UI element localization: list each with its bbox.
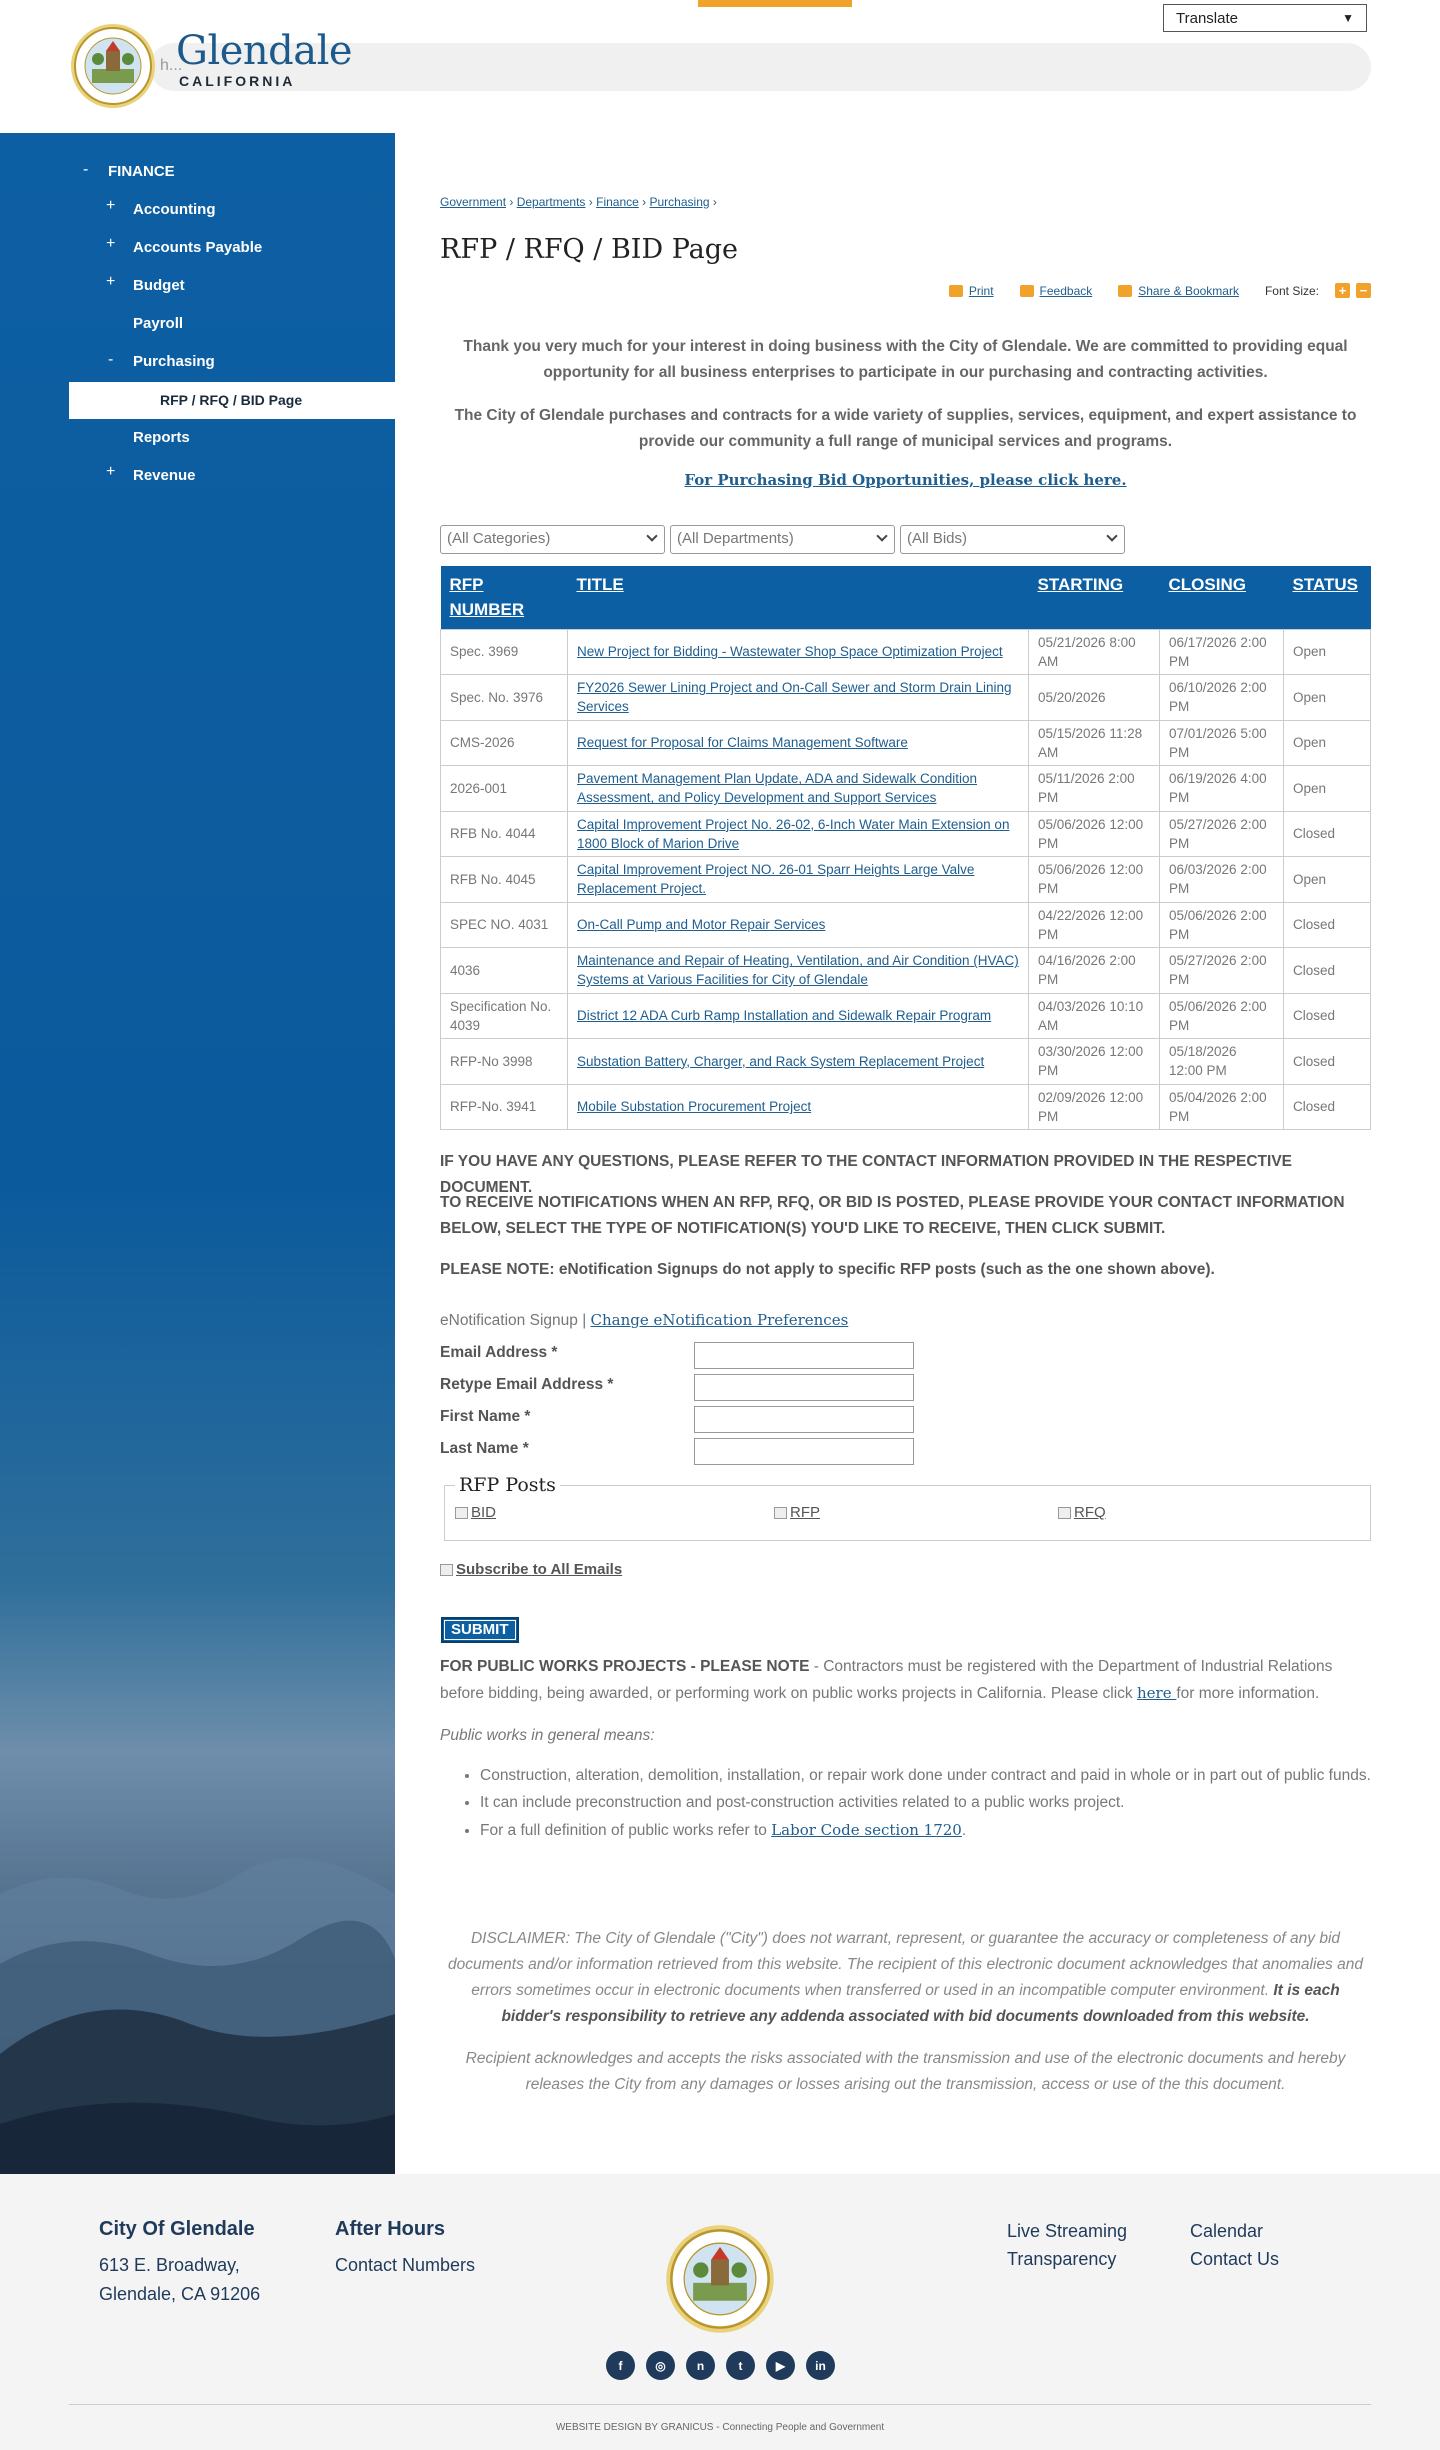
rfp-title-cell: [568, 675, 1029, 721]
sidebar-item-budget[interactable]: [106, 273, 185, 294]
checkbox-icon: [455, 1507, 468, 1519]
list-item: • It can include preconstruction and post-construction activities related to a public works project.: [480, 1790, 1371, 1816]
logo-city-name: Glendale: [176, 28, 353, 74]
facebook-icon[interactable]: f: [606, 2351, 635, 2380]
chevron-down-icon: [646, 530, 657, 541]
status-cell: Closed: [1284, 993, 1371, 1039]
footer-contact-numbers-link[interactable]: Contact Numbers: [335, 2255, 476, 2275]
bid-opportunities-link[interactable]: For Purchasing Bid Opportunities, please click here.: [684, 471, 1127, 489]
sidebar-item-label: Accounting: [133, 201, 216, 218]
nextdoor-icon[interactable]: n: [686, 2351, 715, 2380]
closing-date-cell: 05/18/2026 12:00 PM: [1160, 1039, 1284, 1085]
breadcrumb-separator: ›: [588, 195, 593, 209]
breadcrumb-separator: ›: [509, 195, 514, 209]
rfp-title-link[interactable]: Maintenance and Repair of Heating, Ventilation, and Air Condition (HVAC) Systems at Various Facilities for City of Glendale: [577, 953, 1019, 988]
sidebar-item-revenue[interactable]: [106, 463, 196, 484]
labor-code-period: .: [961, 1822, 967, 1839]
translate-select[interactable]: [1163, 4, 1367, 32]
rfp-title-cell: [568, 993, 1029, 1039]
rfp-title-cell: [568, 1084, 1029, 1130]
rfp-number-cell: RFB No. 4044: [441, 811, 568, 857]
status-cell: Closed: [1284, 1084, 1371, 1130]
department-filter-value: (All Departments): [677, 530, 794, 547]
sidebar-item-label: RFP / RFQ / BID Page: [160, 392, 303, 408]
rfp-posts-legend: RFP Posts: [455, 1474, 560, 1496]
rfp-number-cell: CMS-2026: [441, 720, 568, 766]
status-cell: Open: [1284, 720, 1371, 766]
city-seal-logo[interactable]: [70, 23, 156, 109]
sidebar-item-label: Budget: [133, 277, 185, 294]
starting-date-cell: 02/09/2026 12:00 PM: [1029, 1084, 1160, 1130]
sidebar-item-finance[interactable]: [83, 161, 175, 180]
footer-address-line-1: 613 E. Broadway,: [99, 2255, 240, 2275]
list-item: • Construction, alteration, demolition, installation, or repair work done under contract and paid in whole or in part out of public funds.: [480, 1763, 1371, 1789]
bid-filters: [440, 525, 1125, 554]
rfp-title-link[interactable]: Pavement Management Plan Update, ADA and Sidewalk Condition Assessment, and Policy Development and Support Services: [577, 771, 977, 806]
sidebar-item-reports[interactable]: [133, 429, 190, 446]
breadcrumb-separator: ›: [642, 195, 647, 209]
instagram-icon[interactable]: ◎: [646, 2351, 675, 2380]
retype-email-field[interactable]: [694, 1374, 914, 1401]
status-cell: Open: [1284, 675, 1371, 721]
notifications-notice: TO RECEIVE NOTIFICATIONS WHEN AN RFP, RFQ, OR BID IS POSTED, PLEASE PROVIDE YOUR CONTACT INFORMATION BELOW, SELECT THE TYPE OF NOTIFICATION(S) YOU'D LIKE TO RECEIVE, THEN CLICK SUBMIT.: [440, 1194, 1345, 1237]
linkedin-icon[interactable]: in: [806, 2351, 835, 2380]
table-row: [441, 902, 1371, 948]
status-cell: Closed: [1284, 902, 1371, 948]
enotification-separator: |: [582, 1312, 587, 1329]
font-size-increase-button[interactable]: +: [1335, 283, 1350, 298]
rfp-title-link[interactable]: Request for Proposal for Claims Management Software: [577, 735, 908, 751]
disclaimer-text: DISCLAIMER: The City of Glendale ("City") does not warrant, represent, or guarantee the accuracy or completeness of any bid documents and/or information retrieved from this website. The recipient of this electronic document acknowledges that anomalies and errors sometimes occur in electronic documents when transferred or used in an incompatible computer environment.: [448, 1930, 1363, 1999]
breadcrumb: [440, 195, 717, 209]
questions-notice: IF YOU HAVE ANY QUESTIONS, PLEASE REFER TO THE CONTACT INFORMATION PROVIDED IN THE RESPECTIVE DOCUMENT.: [440, 1153, 1293, 1196]
table-header-row: [441, 566, 1371, 629]
breadcrumb-separator: ›: [712, 195, 717, 209]
rfp-number-cell: Spec. No. 3976: [441, 675, 568, 721]
rfp-title-link[interactable]: Capital Improvement Project NO. 26-01 Sparr Heights Large Valve Replacement Project.: [577, 862, 975, 897]
footer-credit: WEBSITE DESIGN BY GRANICUS - Connecting People and Government: [555, 2422, 885, 2433]
bids-filter-value: (All Bids): [907, 530, 968, 547]
rfp-title-cell: [568, 720, 1029, 766]
table-row: [441, 857, 1371, 903]
rfp-checkbox-label: RFP: [790, 1504, 820, 1521]
closing-date-cell: 06/03/2026 2:00 PM: [1160, 857, 1284, 903]
starting-date-cell: 04/03/2026 10:10 AM: [1029, 993, 1160, 1039]
submit-button[interactable]: SUBMIT: [441, 1617, 519, 1643]
rfp-title-link[interactable]: Mobile Substation Procurement Project: [577, 1099, 812, 1115]
feedback-icon: [1020, 285, 1034, 297]
subscribe-all-label: Subscribe to All Emails: [456, 1561, 623, 1578]
dir-info-link[interactable]: here: [1137, 1684, 1177, 1702]
expand-icon: +: [106, 273, 116, 290]
table-row: [441, 1084, 1371, 1130]
bid-checkbox-label: BID: [471, 1504, 497, 1521]
rfp-number-cell: SPEC NO. 4031: [441, 902, 568, 948]
translate-label: Translate: [1176, 10, 1238, 27]
department-filter-select[interactable]: [670, 525, 895, 554]
expand-icon: +: [106, 463, 116, 480]
rfp-title-link[interactable]: New Project for Bidding - Wastewater Shop Space Optimization Project: [577, 644, 1003, 660]
table-row: [441, 948, 1371, 994]
disclaimer-emphasis: It is each bidder's responsibility to retrieve any addenda associated with bid documents downloaded from this website.: [501, 1982, 1340, 2025]
print-link[interactable]: Print: [968, 283, 994, 298]
chevron-down-icon: [1106, 530, 1117, 541]
youtube-icon[interactable]: ▶: [766, 2351, 795, 2380]
rfp-number-cell: Spec. 3969: [441, 629, 568, 675]
bid-checkbox[interactable]: [455, 1504, 496, 1521]
starting-date-cell: 04/16/2026 2:00 PM: [1029, 948, 1160, 994]
mountains-background: [0, 1724, 395, 2174]
closing-date-cell: 06/17/2026 2:00 PM: [1160, 629, 1284, 675]
table-row: [441, 675, 1371, 721]
status-cell: Open: [1284, 766, 1371, 812]
public-works-text: - Contractors must be registered with the Department of Industrial Relations before bidding, being awarded, or performing work on public works projects in California. Please click: [440, 1658, 1333, 1702]
rfp-number-cell: RFB No. 4045: [441, 857, 568, 903]
bids-table: [440, 566, 1371, 1130]
header-accent-tab: [698, 0, 852, 7]
rfp-title-link[interactable]: Capital Improvement Project No. 26-02, 6-Inch Water Main Extension on 1800 Block of Marion Drive: [577, 816, 1010, 851]
footer-contact-us-link[interactable]: Contact Us: [1190, 2249, 1280, 2269]
closing-date-cell: 07/01/2026 5:00 PM: [1160, 720, 1284, 766]
rfp-number-cell: RFP-No 3998: [441, 1039, 568, 1085]
share-bookmark-link[interactable]: Share & Bookmark: [1138, 283, 1239, 298]
status-cell: Open: [1284, 857, 1371, 903]
table-row: [441, 811, 1371, 857]
sidebar-nav: [0, 133, 395, 2174]
sidebar-item-label: Revenue: [133, 467, 196, 484]
table-row: [441, 766, 1371, 812]
labor-code-link[interactable]: Labor Code section 1720: [771, 1821, 962, 1839]
status-cell: Closed: [1284, 1039, 1371, 1085]
sidebar-item-label: Reports: [133, 429, 190, 446]
last-name-field[interactable]: [694, 1438, 914, 1465]
status-cell: Closed: [1284, 948, 1371, 994]
city-wordmark[interactable]: [176, 28, 353, 89]
rfp-checkbox[interactable]: [774, 1504, 820, 1521]
rfp-title-link[interactable]: Substation Battery, Charger, and Rack System Replacement Project: [577, 1053, 985, 1069]
collapse-icon: -: [108, 351, 114, 368]
category-filter-value: (All Categories): [447, 530, 551, 547]
sidebar-item-payroll[interactable]: [133, 315, 183, 332]
bid-opportunities-wrapper: [440, 471, 1371, 489]
collapse-icon: -: [83, 161, 89, 178]
disclaimer-paragraph-1: [440, 1926, 1371, 2030]
list-item: [480, 1817, 1371, 1844]
sidebar-item-label: Payroll: [133, 315, 184, 332]
column-header-status[interactable]: STATUS: [1284, 566, 1371, 629]
font-size-decrease-button[interactable]: −: [1356, 283, 1371, 298]
sidebar-item-accounts-payable[interactable]: [106, 235, 263, 256]
public-works-heading: FOR PUBLIC WORKS PROJECTS - PLEASE NOTE: [440, 1658, 810, 1675]
table-row: [441, 720, 1371, 766]
rfp-number-cell: 4036: [441, 948, 568, 994]
column-header-starting[interactable]: STARTING: [1029, 566, 1160, 629]
closing-date-cell: 05/06/2026 2:00 PM: [1160, 993, 1284, 1039]
rfp-posts-fieldset: [444, 1474, 1371, 1541]
intro-paragraph-2: The City of Glendale purchases and contracts for a wide variety of supplies, services, equipment, and expert assistance to provide our community a full range of municipal services and programs.: [454, 407, 1357, 450]
dropdown-arrow-icon: ▼: [1342, 11, 1354, 25]
public-works-general: Public works in general means:: [440, 1727, 655, 1744]
public-works-note: [440, 1654, 1371, 1707]
rfp-number-cell: RFP-No. 3941: [441, 1084, 568, 1130]
footer-live-streaming-link[interactable]: Live Streaming: [1007, 2221, 1128, 2241]
rfp-title-link[interactable]: FY2026 Sewer Lining Project and On-Call Sewer and Storm Drain Lining Services: [577, 680, 1012, 715]
closing-date-cell: 05/04/2026 2:00 PM: [1160, 1084, 1284, 1130]
disclaimer-paragraph-2: Recipient acknowledges and accepts the risks associated with the transmission and use of the electronic documents and hereby releases the City from any damages or losses arising out the transmission, access or use of the this document.: [465, 2050, 1346, 2093]
social-links: [606, 2351, 835, 2380]
rfp-title-link[interactable]: On-Call Pump and Motor Repair Services: [577, 917, 826, 933]
rfp-title-cell: [568, 629, 1029, 675]
footer-city-seal-logo: [665, 2224, 775, 2334]
rfp-title-cell: [568, 948, 1029, 994]
rfp-title-cell: [568, 1039, 1029, 1085]
enotification-header: [440, 1311, 848, 1330]
page-tools: [949, 283, 1371, 298]
share-icon: [1118, 285, 1132, 297]
status-cell: Open: [1284, 629, 1371, 675]
public-works-text-end: for more information.: [1176, 1685, 1320, 1702]
expand-icon: +: [106, 235, 116, 252]
closing-date-cell: 06/10/2026 2:00 PM: [1160, 675, 1284, 721]
checkbox-icon: [440, 1564, 453, 1576]
category-filter-select[interactable]: [440, 525, 665, 554]
starting-date-cell: 04/22/2026 12:00 PM: [1029, 902, 1160, 948]
starting-date-cell: 05/20/2026: [1029, 675, 1160, 721]
footer-transparency-link[interactable]: Transparency: [1007, 2249, 1117, 2269]
sidebar-item-label: Accounts Payable: [133, 239, 263, 256]
footer-divider: [69, 2404, 1371, 2405]
checkbox-icon: [1058, 1507, 1071, 1519]
rfq-checkbox-label: RFQ: [1074, 1504, 1106, 1521]
email-label: Email Address *: [440, 1344, 558, 1361]
first-name-label: First Name *: [440, 1408, 531, 1425]
starting-date-cell: 05/06/2026 12:00 PM: [1029, 857, 1160, 903]
bids-filter-select[interactable]: [900, 525, 1125, 554]
starting-date-cell: 05/06/2026 12:00 PM: [1029, 811, 1160, 857]
sidebar-item-label: FINANCE: [108, 163, 175, 180]
rfq-checkbox[interactable]: [1058, 1504, 1106, 1521]
column-header-rfp-number[interactable]: RFP NUMBER: [441, 566, 568, 629]
font-size-label: Font Size:: [1264, 283, 1319, 298]
search-placeholder: h...: [160, 57, 183, 74]
public-works-list: [480, 1763, 1371, 1845]
closing-date-cell: 06/19/2026 4:00 PM: [1160, 766, 1284, 812]
closing-date-cell: 05/06/2026 2:00 PM: [1160, 902, 1284, 948]
starting-date-cell: 05/15/2026 11:28 AM: [1029, 720, 1160, 766]
sidebar-item-rfp-rfq-bid[interactable]: [69, 382, 395, 419]
logo-state-name: CALIFORNIA: [179, 73, 296, 89]
starting-date-cell: 05/11/2026 2:00 PM: [1029, 766, 1160, 812]
retype-email-label: Retype Email Address *: [440, 1376, 614, 1393]
page-title: RFP / RFQ / BID Page: [440, 234, 739, 265]
chevron-down-icon: [876, 530, 887, 541]
last-name-label: Last Name *: [440, 1440, 529, 1457]
site-header: [0, 0, 1440, 133]
footer-after-hours-heading: After Hours: [335, 2218, 446, 2240]
closing-date-cell: 05/27/2026 2:00 PM: [1160, 948, 1284, 994]
rfp-number-cell: 2026-001: [441, 766, 568, 812]
rfp-title-cell: [568, 766, 1029, 812]
footer-address-line-2: Glendale, CA 91206: [99, 2284, 261, 2304]
rfp-title-link[interactable]: District 12 ADA Curb Ramp Installation and Sidewalk Repair Program: [577, 1008, 992, 1024]
breadcrumb-finance[interactable]: Finance: [596, 195, 639, 209]
starting-date-cell: 03/30/2026 12:00 PM: [1029, 1039, 1160, 1085]
sidebar-item-label: Purchasing: [133, 353, 215, 370]
first-name-field[interactable]: [694, 1406, 914, 1433]
status-cell: Closed: [1284, 811, 1371, 857]
rfp-title-cell: [568, 811, 1029, 857]
rfp-number-cell: Specification No. 4039: [441, 993, 568, 1039]
twitter-icon[interactable]: t: [726, 2351, 755, 2380]
print-icon: [949, 285, 963, 297]
breadcrumb-purchasing[interactable]: Purchasing: [649, 195, 710, 209]
site-footer: [0, 2174, 1440, 2450]
breadcrumb-government[interactable]: Government: [440, 195, 507, 209]
closing-date-cell: 05/27/2026 2:00 PM: [1160, 811, 1284, 857]
subscribe-all-checkbox[interactable]: [440, 1561, 622, 1578]
column-header-title[interactable]: TITLE: [568, 566, 1029, 629]
enotification-label: eNotification Signup: [440, 1312, 578, 1329]
column-header-closing[interactable]: CLOSING: [1160, 566, 1284, 629]
starting-date-cell: 05/21/2026 8:00 AM: [1029, 629, 1160, 675]
checkbox-icon: [774, 1507, 787, 1519]
rfp-title-cell: [568, 857, 1029, 903]
footer-city-heading: City Of Glendale: [99, 2218, 255, 2240]
footer-calendar-link[interactable]: Calendar: [1190, 2221, 1264, 2241]
labor-code-text: For a full definition of public works refer to: [480, 1822, 772, 1839]
table-row: [441, 993, 1371, 1039]
signup-note: PLEASE NOTE: eNotification Signups do not apply to specific RFP posts (such as the one shown above).: [440, 1261, 1215, 1278]
sidebar-item-purchasing[interactable]: [108, 351, 215, 370]
email-field[interactable]: [694, 1342, 914, 1369]
expand-icon: +: [106, 197, 116, 214]
intro-paragraph-1: Thank you very much for your interest in doing business with the City of Glendale. We are committed to providing equal opportunity for all business enterprises to participate in our purchasing and contracting activities.: [463, 338, 1348, 381]
sidebar-item-accounting[interactable]: [106, 197, 216, 218]
change-preferences-link[interactable]: Change eNotification Preferences: [590, 1311, 849, 1329]
rfp-title-cell: [568, 902, 1029, 948]
table-row: [441, 1039, 1371, 1085]
feedback-link[interactable]: Feedback: [1039, 283, 1093, 298]
breadcrumb-departments[interactable]: Departments: [516, 195, 586, 209]
table-row: [441, 629, 1371, 675]
